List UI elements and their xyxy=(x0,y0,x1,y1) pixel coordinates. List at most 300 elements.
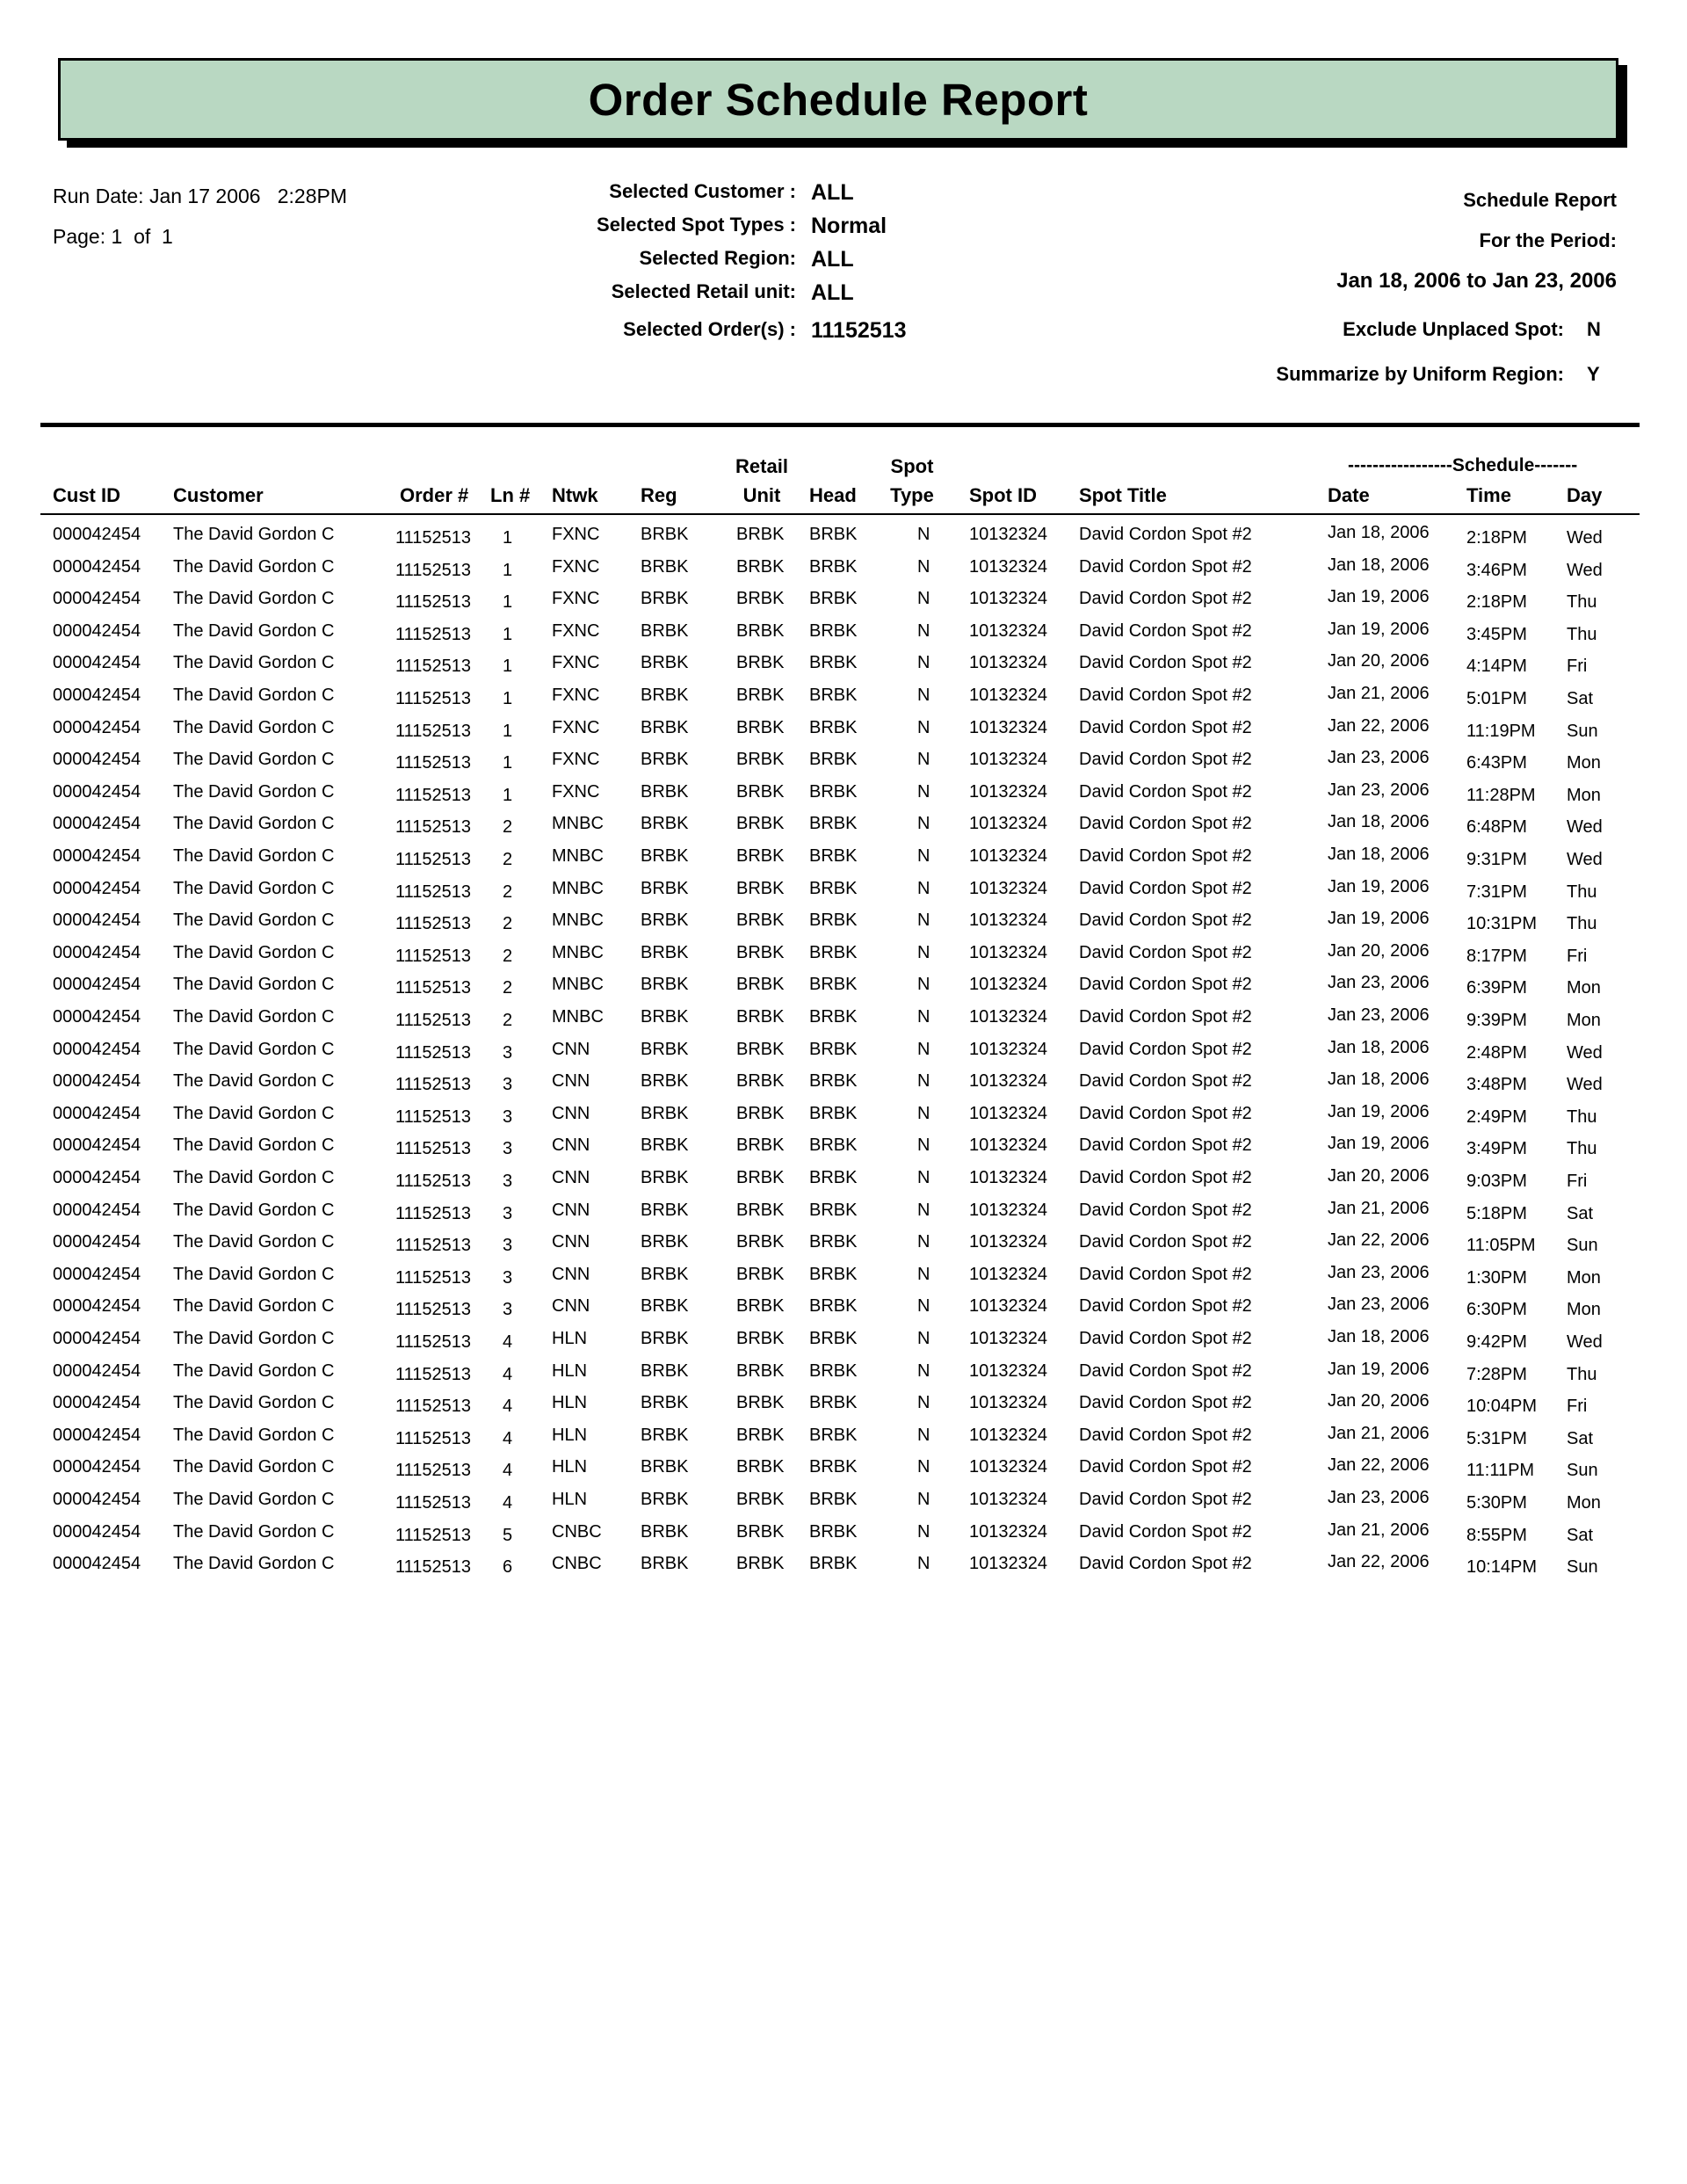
cell-spot-id: 10132324 xyxy=(969,1490,1047,1509)
cell-retail-unit: BRBK xyxy=(736,1232,785,1252)
cell-spot-id: 10132324 xyxy=(969,1360,1047,1381)
cell-network: CNN xyxy=(552,1039,590,1059)
cell-spot-title: David Cordon Spot #2 xyxy=(1079,750,1252,770)
cell-order: 11152513 xyxy=(395,1364,472,1384)
cell-spot-id: 10132324 xyxy=(969,1168,1047,1187)
cell-date: Jan 20, 2006 xyxy=(1328,1166,1430,1186)
table-row xyxy=(0,1457,1687,1490)
cell-cust-id: 000042454 xyxy=(53,1521,141,1542)
cell-head: BRBK xyxy=(809,1490,858,1509)
selected-orders-value: 11152513 xyxy=(811,318,907,343)
cell-region: BRBK xyxy=(641,814,689,834)
cell-network: CNBC xyxy=(552,1521,602,1542)
cell-network: HLN xyxy=(552,1393,588,1413)
cell-head: BRBK xyxy=(809,1136,858,1156)
cell-spot-id: 10132324 xyxy=(969,814,1047,834)
cell-spot-title: David Cordon Spot #2 xyxy=(1079,1329,1252,1348)
cell-spot-type: N xyxy=(917,1360,930,1381)
cell-spot-type: N xyxy=(917,1521,930,1542)
cell-spot-id: 10132324 xyxy=(969,620,1047,641)
cell-order: 11152513 xyxy=(395,624,472,644)
cell-retail-unit: BRBK xyxy=(736,878,785,898)
cell-spot-id: 10132324 xyxy=(969,1039,1047,1059)
cell-customer: The David Gordon C xyxy=(173,589,335,609)
cell-retail-unit: BRBK xyxy=(736,1168,785,1187)
cell-spot-id: 10132324 xyxy=(969,911,1047,931)
cell-line: 3 xyxy=(503,1300,513,1320)
table-row xyxy=(0,589,1687,621)
cell-spot-title: David Cordon Spot #2 xyxy=(1079,846,1252,866)
cell-day: Fri xyxy=(1567,946,1588,966)
cell-head: BRBK xyxy=(809,1200,858,1220)
table-row xyxy=(0,1262,1687,1297)
cell-cust-id: 000042454 xyxy=(53,525,141,544)
cell-head: BRBK xyxy=(809,1425,858,1445)
cell-spot-title: David Cordon Spot #2 xyxy=(1079,1393,1252,1413)
run-date-line xyxy=(53,185,347,208)
cell-head: BRBK xyxy=(809,1329,858,1348)
cell-line: 4 xyxy=(503,1397,513,1417)
cell-customer: The David Gordon C xyxy=(173,1296,335,1317)
cell-spot-id: 10132324 xyxy=(969,1393,1047,1413)
cell-spot-title: David Cordon Spot #2 xyxy=(1079,620,1252,641)
cell-spot-type: N xyxy=(917,1103,930,1123)
cell-line: 3 xyxy=(503,1267,513,1288)
cell-spot-title: David Cordon Spot #2 xyxy=(1079,1071,1252,1092)
cell-customer: The David Gordon C xyxy=(173,1200,335,1220)
selected-spot-types-label: Selected Spot Types : xyxy=(597,214,796,236)
cell-date: Jan 20, 2006 xyxy=(1328,651,1430,671)
cell-network: FXNC xyxy=(552,589,600,609)
cell-region: BRBK xyxy=(641,1200,689,1220)
cell-order: 11152513 xyxy=(395,1203,472,1223)
cell-retail-unit: BRBK xyxy=(736,942,785,962)
cell-retail-unit: BRBK xyxy=(736,1457,785,1477)
cell-spot-id: 10132324 xyxy=(969,686,1047,705)
table-row xyxy=(0,525,1687,557)
table-row xyxy=(0,1037,1687,1072)
cell-retail-unit: BRBK xyxy=(736,750,785,770)
cell-order: 11152513 xyxy=(395,1300,472,1320)
run-date-label: Run Date: xyxy=(53,185,144,207)
col-day: Day xyxy=(1567,484,1603,506)
col-customer: Customer xyxy=(173,484,264,506)
cell-day: Wed xyxy=(1567,1075,1603,1095)
cell-cust-id: 000042454 xyxy=(53,1393,141,1413)
cell-spot-title: David Cordon Spot #2 xyxy=(1079,1425,1252,1445)
selected-region-value: ALL xyxy=(811,247,854,272)
cell-time: 9:03PM xyxy=(1466,1172,1527,1191)
cell-line: 1 xyxy=(503,560,513,580)
cell-head: BRBK xyxy=(809,1103,858,1123)
cell-day: Wed xyxy=(1567,560,1603,580)
cell-order: 11152513 xyxy=(395,1139,472,1159)
cell-cust-id: 000042454 xyxy=(53,1039,141,1059)
cell-network: MNBC xyxy=(552,846,604,866)
cell-spot-type: N xyxy=(917,556,930,577)
cell-time: 3:49PM xyxy=(1466,1139,1527,1159)
cell-line: 1 xyxy=(503,753,513,773)
col-time: Time xyxy=(1466,484,1511,506)
cell-order: 11152513 xyxy=(395,657,472,677)
cell-order: 11152513 xyxy=(395,1557,472,1578)
cell-day: Mon xyxy=(1567,753,1601,773)
cell-retail-unit: BRBK xyxy=(736,814,785,834)
cell-customer: The David Gordon C xyxy=(173,1264,335,1284)
cell-customer: The David Gordon C xyxy=(173,911,335,931)
cell-region: BRBK xyxy=(641,717,689,737)
cell-day: Thu xyxy=(1567,624,1597,644)
cell-retail-unit: BRBK xyxy=(736,589,785,609)
cell-time: 9:42PM xyxy=(1466,1332,1527,1352)
cell-region: BRBK xyxy=(641,556,689,577)
cell-cust-id: 000042454 xyxy=(53,620,141,641)
cell-head: BRBK xyxy=(809,1168,858,1187)
cell-customer: The David Gordon C xyxy=(173,1425,335,1445)
cell-line: 3 xyxy=(503,1236,513,1256)
cell-region: BRBK xyxy=(641,653,689,673)
cell-network: HLN xyxy=(552,1457,588,1477)
cell-spot-title: David Cordon Spot #2 xyxy=(1079,653,1252,673)
cell-cust-id: 000042454 xyxy=(53,1103,141,1123)
table-row xyxy=(0,1423,1687,1458)
cell-order: 11152513 xyxy=(395,978,472,998)
cell-retail-unit: BRBK xyxy=(736,620,785,641)
cell-spot-id: 10132324 xyxy=(969,589,1047,609)
cell-order: 11152513 xyxy=(395,946,472,966)
cell-order: 11152513 xyxy=(395,817,472,838)
cell-day: Mon xyxy=(1567,1267,1601,1288)
page-of: of xyxy=(134,225,151,248)
cell-spot-type: N xyxy=(917,942,930,962)
cell-head: BRBK xyxy=(809,814,858,834)
cell-spot-id: 10132324 xyxy=(969,556,1047,577)
table-row xyxy=(0,814,1687,846)
cell-retail-unit: BRBK xyxy=(736,1329,785,1348)
cell-cust-id: 000042454 xyxy=(53,589,141,609)
cell-time: 10:31PM xyxy=(1466,914,1538,934)
cell-region: BRBK xyxy=(641,781,689,802)
cell-order: 11152513 xyxy=(395,1428,472,1448)
cell-customer: The David Gordon C xyxy=(173,1071,335,1092)
cell-region: BRBK xyxy=(641,1393,689,1413)
table-row xyxy=(0,1198,1687,1233)
cell-line: 4 xyxy=(503,1461,513,1481)
cell-time: 8:17PM xyxy=(1466,946,1527,966)
cell-customer: The David Gordon C xyxy=(173,942,335,962)
table-row xyxy=(0,1393,1687,1426)
cell-date: Jan 22, 2006 xyxy=(1328,1552,1430,1572)
selected-retail-unit-label: Selected Retail unit: xyxy=(611,280,796,302)
cell-customer: The David Gordon C xyxy=(173,1007,335,1027)
cell-date: Jan 19, 2006 xyxy=(1328,909,1430,929)
cell-date: Jan 23, 2006 xyxy=(1328,1488,1430,1507)
cell-spot-type: N xyxy=(917,653,930,673)
cell-spot-id: 10132324 xyxy=(969,1264,1047,1284)
report-title-banner xyxy=(58,58,1618,141)
cell-spot-id: 10132324 xyxy=(969,653,1047,673)
cell-time: 6:30PM xyxy=(1466,1300,1527,1320)
cell-spot-id: 10132324 xyxy=(969,781,1047,802)
cell-cust-id: 000042454 xyxy=(53,1168,141,1187)
cell-spot-title: David Cordon Spot #2 xyxy=(1079,878,1252,898)
cell-date: Jan 18, 2006 xyxy=(1328,555,1430,575)
cell-spot-id: 10132324 xyxy=(969,878,1047,898)
cell-retail-unit: BRBK xyxy=(736,717,785,737)
cell-line: 1 xyxy=(503,721,513,741)
cell-order: 11152513 xyxy=(395,1107,472,1127)
cell-network: MNBC xyxy=(552,911,604,931)
cell-network: CNN xyxy=(552,1136,590,1156)
col-line: Ln # xyxy=(490,484,531,506)
cell-time: 3:48PM xyxy=(1466,1075,1527,1095)
cell-cust-id: 000042454 xyxy=(53,1007,141,1027)
cell-spot-id: 10132324 xyxy=(969,975,1047,995)
cell-spot-title: David Cordon Spot #2 xyxy=(1079,556,1252,577)
cell-order: 11152513 xyxy=(395,882,472,902)
cell-spot-id: 10132324 xyxy=(969,942,1047,962)
col-spot-title: Spot Title xyxy=(1079,484,1167,506)
cell-line: 4 xyxy=(503,1364,513,1384)
cell-line: 3 xyxy=(503,1139,513,1159)
cell-order: 11152513 xyxy=(395,1332,472,1352)
cell-customer: The David Gordon C xyxy=(173,975,335,995)
cell-line: 6 xyxy=(503,1557,513,1578)
cell-order: 11152513 xyxy=(395,592,472,613)
cell-head: BRBK xyxy=(809,1393,858,1413)
cell-spot-id: 10132324 xyxy=(969,1457,1047,1477)
table-row xyxy=(0,1232,1687,1265)
cell-time: 6:48PM xyxy=(1466,817,1527,838)
cell-network: FXNC xyxy=(552,750,600,770)
cell-order: 11152513 xyxy=(395,1011,472,1030)
cell-date: Jan 23, 2006 xyxy=(1328,780,1430,800)
cell-day: Thu xyxy=(1567,914,1597,934)
cell-head: BRBK xyxy=(809,911,858,931)
table-row xyxy=(0,975,1687,1007)
cell-retail-unit: BRBK xyxy=(736,1071,785,1092)
cell-line: 1 xyxy=(503,624,513,644)
cell-spot-type: N xyxy=(917,1039,930,1059)
cell-head: BRBK xyxy=(809,686,858,705)
cell-region: BRBK xyxy=(641,1103,689,1123)
cell-line: 4 xyxy=(503,1332,513,1352)
cell-order: 11152513 xyxy=(395,1267,472,1288)
cell-head: BRBK xyxy=(809,717,858,737)
cell-region: BRBK xyxy=(641,1071,689,1092)
cell-cust-id: 000042454 xyxy=(53,750,141,770)
summarize-region-label: Summarize by Uniform Region: xyxy=(1276,363,1564,385)
page-number: 1 xyxy=(111,225,123,248)
cell-customer: The David Gordon C xyxy=(173,1457,335,1477)
cell-retail-unit: BRBK xyxy=(736,1007,785,1027)
cell-spot-id: 10132324 xyxy=(969,525,1047,544)
cell-day: Sat xyxy=(1567,1525,1594,1545)
cell-spot-type: N xyxy=(917,1329,930,1348)
cell-day: Mon xyxy=(1567,1011,1601,1030)
period-range: Jan 18, 2006 to Jan 23, 2006 xyxy=(1336,269,1617,293)
cell-customer: The David Gordon C xyxy=(173,750,335,770)
cell-time: 11:11PM xyxy=(1466,1461,1535,1481)
cell-network: FXNC xyxy=(552,717,600,737)
column-header-underline xyxy=(40,513,1640,515)
cell-spot-id: 10132324 xyxy=(969,1103,1047,1123)
cell-time: 3:45PM xyxy=(1466,624,1527,644)
cell-line: 2 xyxy=(503,1011,513,1030)
cell-head: BRBK xyxy=(809,1296,858,1317)
cell-region: BRBK xyxy=(641,1264,689,1284)
cell-spot-id: 10132324 xyxy=(969,1554,1047,1574)
cell-order: 11152513 xyxy=(395,560,472,580)
cell-cust-id: 000042454 xyxy=(53,1425,141,1445)
cell-date: Jan 23, 2006 xyxy=(1328,748,1430,768)
cell-day: Thu xyxy=(1567,1107,1597,1127)
cell-region: BRBK xyxy=(641,750,689,770)
cell-network: HLN xyxy=(552,1490,588,1509)
cell-spot-id: 10132324 xyxy=(969,1071,1047,1092)
col-spot-type-top: Spot xyxy=(890,455,934,477)
header-separator xyxy=(40,423,1640,427)
table-row xyxy=(0,1554,1687,1586)
cell-line: 2 xyxy=(503,882,513,902)
cell-head: BRBK xyxy=(809,942,858,962)
cell-spot-id: 10132324 xyxy=(969,1296,1047,1317)
cell-cust-id: 000042454 xyxy=(53,1232,141,1252)
col-schedule-group: -----------------Schedule------- xyxy=(1348,455,1578,475)
cell-customer: The David Gordon C xyxy=(173,781,335,802)
cell-line: 2 xyxy=(503,850,513,869)
cell-order: 11152513 xyxy=(395,1172,472,1191)
cell-retail-unit: BRBK xyxy=(736,1393,785,1413)
cell-spot-title: David Cordon Spot #2 xyxy=(1079,1264,1252,1284)
cell-day: Fri xyxy=(1567,657,1588,677)
cell-customer: The David Gordon C xyxy=(173,1521,335,1542)
cell-line: 3 xyxy=(503,1107,513,1127)
selected-spot-types-value: Normal xyxy=(811,214,887,238)
cell-day: Wed xyxy=(1567,528,1603,548)
table-row xyxy=(0,846,1687,879)
cell-region: BRBK xyxy=(641,1168,689,1187)
cell-spot-type: N xyxy=(917,750,930,770)
selected-orders-label: Selected Order(s) : xyxy=(623,318,796,340)
cell-order: 11152513 xyxy=(395,689,472,708)
cell-spot-type: N xyxy=(917,686,930,705)
table-row xyxy=(0,1329,1687,1361)
cell-day: Sun xyxy=(1567,1557,1598,1578)
cell-time: 1:30PM xyxy=(1466,1267,1527,1288)
cell-line: 3 xyxy=(503,1075,513,1095)
cell-spot-id: 10132324 xyxy=(969,1425,1047,1445)
cell-spot-title: David Cordon Spot #2 xyxy=(1079,1136,1252,1156)
cell-spot-title: David Cordon Spot #2 xyxy=(1079,717,1252,737)
cell-spot-type: N xyxy=(917,1490,930,1509)
cell-customer: The David Gordon C xyxy=(173,1490,335,1509)
cell-order: 11152513 xyxy=(395,1461,472,1481)
cell-time: 8:55PM xyxy=(1466,1525,1527,1545)
cell-line: 5 xyxy=(503,1525,513,1545)
table-row xyxy=(0,557,1687,590)
cell-cust-id: 000042454 xyxy=(53,686,141,705)
cell-spot-title: David Cordon Spot #2 xyxy=(1079,1457,1252,1477)
cell-retail-unit: BRBK xyxy=(736,1296,785,1317)
cell-line: 2 xyxy=(503,914,513,934)
cell-retail-unit: BRBK xyxy=(736,1521,785,1542)
cell-network: CNN xyxy=(552,1264,590,1284)
cell-spot-title: David Cordon Spot #2 xyxy=(1079,1296,1252,1317)
cell-cust-id: 000042454 xyxy=(53,1490,141,1509)
selected-retail-unit-value: ALL xyxy=(811,280,854,305)
cell-day: Mon xyxy=(1567,978,1601,998)
cell-spot-type: N xyxy=(917,1393,930,1413)
cell-cust-id: 000042454 xyxy=(53,878,141,898)
cell-cust-id: 000042454 xyxy=(53,1296,141,1317)
cell-cust-id: 000042454 xyxy=(53,1554,141,1574)
cell-spot-type: N xyxy=(917,1425,930,1445)
selected-region-label: Selected Region: xyxy=(639,247,796,269)
cell-line: 3 xyxy=(503,1042,513,1063)
cell-customer: The David Gordon C xyxy=(173,1554,335,1574)
cell-order: 11152513 xyxy=(395,1493,472,1513)
cell-cust-id: 000042454 xyxy=(53,1071,141,1092)
page-number-line xyxy=(53,225,173,249)
cell-order: 11152513 xyxy=(395,1042,472,1063)
cell-date: Jan 18, 2006 xyxy=(1328,1327,1430,1346)
cell-line: 3 xyxy=(503,1203,513,1223)
cell-retail-unit: BRBK xyxy=(736,556,785,577)
cell-spot-type: N xyxy=(917,1136,930,1156)
cell-spot-title: David Cordon Spot #2 xyxy=(1079,814,1252,834)
table-row xyxy=(0,1101,1687,1136)
cell-head: BRBK xyxy=(809,1554,858,1574)
schedule-report-label: Schedule Report xyxy=(1463,189,1617,211)
cell-spot-type: N xyxy=(917,620,930,641)
cell-date: Jan 19, 2006 xyxy=(1328,876,1430,896)
cell-order: 11152513 xyxy=(395,785,472,805)
page-total: 1 xyxy=(162,225,173,248)
cell-head: BRBK xyxy=(809,1071,858,1092)
cell-time: 11:05PM xyxy=(1466,1236,1536,1256)
cell-region: BRBK xyxy=(641,1425,689,1445)
cell-spot-title: David Cordon Spot #2 xyxy=(1079,1232,1252,1252)
cell-cust-id: 000042454 xyxy=(53,1360,141,1381)
cell-region: BRBK xyxy=(641,620,689,641)
cell-network: HLN xyxy=(552,1360,588,1381)
cell-retail-unit: BRBK xyxy=(736,686,785,705)
cell-network: MNBC xyxy=(552,942,604,962)
cell-customer: The David Gordon C xyxy=(173,1360,335,1381)
cell-day: Wed xyxy=(1567,817,1603,838)
cell-time: 11:28PM xyxy=(1466,785,1536,805)
cell-day: Thu xyxy=(1567,592,1597,613)
cell-date: Jan 19, 2006 xyxy=(1328,619,1430,639)
table-row xyxy=(0,1136,1687,1168)
cell-spot-title: David Cordon Spot #2 xyxy=(1079,686,1252,705)
cell-spot-type: N xyxy=(917,1232,930,1252)
cell-spot-id: 10132324 xyxy=(969,717,1047,737)
cell-retail-unit: BRBK xyxy=(736,1200,785,1220)
cell-region: BRBK xyxy=(641,525,689,544)
table-row xyxy=(0,1296,1687,1329)
cell-spot-title: David Cordon Spot #2 xyxy=(1079,525,1252,544)
cell-date: Jan 22, 2006 xyxy=(1328,715,1430,736)
cell-day: Sun xyxy=(1567,721,1598,741)
cell-spot-type: N xyxy=(917,781,930,802)
cell-order: 11152513 xyxy=(395,721,472,741)
cell-time: 11:19PM xyxy=(1466,721,1536,741)
table-row xyxy=(0,1361,1687,1394)
cell-retail-unit: BRBK xyxy=(736,653,785,673)
cell-cust-id: 000042454 xyxy=(53,1136,141,1156)
